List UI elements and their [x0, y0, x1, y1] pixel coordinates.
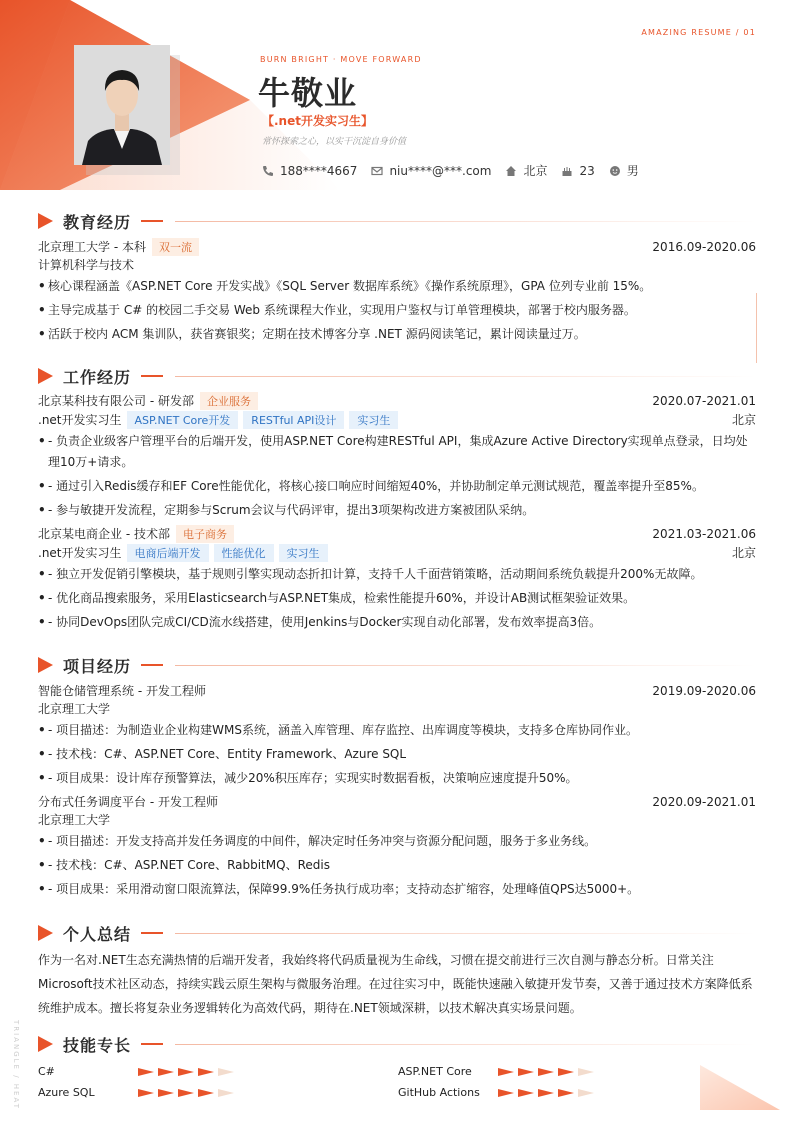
list-item: • - 技术栈：C#、ASP.NET Core、Entity Framework、Azure SQL — [38, 744, 756, 765]
summary-text: 作为一名对.NET生态充满热情的后端开发者，我始终将代码质量视为生命线，习惯在提交前进行三次自测与静态分析。日常关注Microsoft技术社区动态，持续实践云原生架构与微服务治理。在过往实习中，既能快速融入敏捷开发节奏，又善于通过技术方案降低系统维护成本。擅长将复杂业务逻辑转化为高效代码，期待在.NET领域深耕，以技术解决真实场景问题。 — [38, 953, 753, 1015]
project-org: 北京理工大学 — [38, 813, 111, 827]
position: .net开发实习生 — [38, 413, 122, 427]
home-icon — [505, 165, 517, 177]
section-header — [38, 654, 756, 676]
work-position-row — [38, 543, 756, 562]
company-name: 北京某科技有限公司 - 研发部 — [38, 394, 194, 408]
section-title: 项目经历 — [63, 656, 132, 676]
summary-section — [38, 922, 756, 1020]
work-bullets — [38, 431, 756, 521]
skill-tag: 电商后端开发 — [127, 544, 209, 562]
company-name: 北京某电商企业 - 技术部 — [38, 527, 170, 541]
work-location: 北京 — [731, 546, 756, 560]
work-date: 2021.03-2021.06 — [652, 526, 756, 541]
list-item: • - 参与敏捷开发流程，定期参与Scrum会议与代码评审，提出3项架构改进方案被团队采纳。 — [38, 500, 756, 521]
project-bullets — [38, 831, 756, 900]
contact-phone — [262, 164, 357, 178]
gender-value: 男 — [626, 164, 639, 178]
list-item: • 核心课程涵盖《ASP.NET Core 开发实战》《SQL Server 数据库系统》《操作系统原理》，GPA 位列专业前 15%。 — [38, 276, 756, 297]
section-title: 教育经历 — [63, 212, 132, 232]
work-position-row — [38, 410, 756, 429]
project-bullets — [38, 720, 756, 789]
education-bullets — [38, 276, 756, 345]
section-dash — [141, 664, 163, 666]
skill-item — [398, 1084, 756, 1101]
work-entry-header — [38, 524, 756, 543]
skill-level-filled-icon — [138, 1068, 154, 1076]
cake-icon — [561, 165, 573, 177]
skills-grid — [38, 1063, 756, 1101]
work-section — [38, 365, 756, 636]
list-item: • - 项目描述：开发支持高并发任务调度的中间件，解决定时任务冲突与资源分配问题，服务于多业务线。 — [38, 831, 756, 852]
work-entry-header — [38, 391, 756, 410]
skill-level-empty-icon — [218, 1089, 234, 1097]
skill-level-filled-icon — [138, 1089, 154, 1097]
skill-tag: 实习生 — [349, 411, 398, 429]
candidate-name: 牛敬业 — [258, 74, 358, 112]
triangle-icon — [38, 925, 53, 941]
contact-bar — [262, 162, 653, 179]
skill-tag: ASP.NET Core开发 — [127, 411, 239, 429]
avatar — [74, 45, 170, 165]
education-date: 2016.09-2020.06 — [652, 239, 756, 254]
skill-level-filled-icon — [178, 1068, 194, 1076]
phone-value: 188****4667 — [280, 163, 358, 178]
projects-section — [38, 654, 756, 903]
skill-level-filled-icon — [178, 1089, 194, 1097]
skill-tag: RESTful API设计 — [243, 411, 344, 429]
contact-gender — [609, 162, 639, 179]
section-title: 技能专长 — [63, 1035, 132, 1055]
skill-item — [398, 1063, 756, 1080]
person-icon — [609, 165, 621, 177]
skill-level-filled-icon — [538, 1068, 554, 1076]
list-item: • - 独立开发促销引擎模块，基于规则引擎实现动态折扣计算，支持千人千面营销策略，活动期间系统负载提升200%无故障。 — [38, 564, 756, 585]
list-item: • - 协同DevOps团队完成CI/CD流水线搭建，使用Jenkins与Docker实现自动化部署，发布效率提高3倍。 — [38, 612, 756, 633]
age-value: 23 — [579, 163, 595, 178]
list-item: • - 技术栈：C#、ASP.NET Core、RabbitMQ、Redis — [38, 855, 756, 876]
contact-email — [371, 164, 491, 178]
skill-name: ASP.NET Core — [398, 1065, 472, 1078]
section-dash — [141, 1043, 163, 1045]
section-dash — [141, 932, 163, 934]
section-dash — [141, 375, 163, 377]
contact-city — [505, 162, 547, 179]
industry-badge: 电子商务 — [176, 525, 234, 543]
triangle-icon — [38, 1036, 53, 1052]
skill-level-filled-icon — [198, 1068, 214, 1076]
skill-level-filled-icon — [498, 1068, 514, 1076]
skill-item — [38, 1084, 398, 1101]
education-entry-header — [38, 237, 756, 256]
side-watermark-text: TRIANGLE / HEAT — [12, 1020, 20, 1110]
email-value: niu****@***.com — [389, 163, 492, 178]
mail-icon — [371, 165, 383, 177]
skill-item — [38, 1063, 398, 1080]
skill-name: C# — [38, 1065, 55, 1078]
triangle-icon — [38, 368, 53, 384]
list-item: • - 负责企业级客户管理平台的后端开发，使用ASP.NET Core构建RESTful API，集成Azure Active Directory实现单点登录，日均处理10万+请求。 — [38, 431, 756, 473]
skill-level-filled-icon — [518, 1068, 534, 1076]
skill-level-filled-icon — [198, 1089, 214, 1097]
skill-level-filled-icon — [518, 1089, 534, 1097]
school-badge: 双一流 — [152, 238, 199, 256]
city-value: 北京 — [523, 164, 548, 178]
skill-level-filled-icon — [558, 1068, 574, 1076]
position: .net开发实习生 — [38, 546, 122, 560]
project-name: 智能仓储管理系统 - 开发工程师 — [38, 684, 206, 698]
corner-tag: AMAZING RESUME / 01 — [641, 28, 756, 37]
skill-level-filled-icon — [498, 1089, 514, 1097]
list-item: • - 项目描述：为制造业企业构建WMS系统，涵盖入库管理、库存监控、出库调度等模块，支持多仓库协同作业。 — [38, 720, 756, 741]
project-date: 2020.09-2021.01 — [652, 794, 756, 809]
project-entry-header — [38, 681, 756, 700]
skill-level-filled-icon — [558, 1089, 574, 1097]
skill-level — [138, 1068, 238, 1076]
section-line — [175, 221, 756, 222]
project-date: 2019.09-2020.06 — [652, 683, 756, 698]
triangle-icon — [38, 657, 53, 673]
section-header — [38, 1033, 756, 1055]
industry-badge: 企业服务 — [200, 392, 258, 410]
job-title: 【.net开发实习生】 — [262, 114, 373, 128]
section-header — [38, 365, 756, 387]
project-name: 分布式任务调度平台 - 开发工程师 — [38, 795, 218, 809]
list-item: • - 优化商品搜索服务，采用Elasticsearch与ASP.NET集成，检索性能提升60%，并设计AB测试框架验证效果。 — [38, 588, 756, 609]
motto: BURN BRIGHT · MOVE FORWARD — [260, 55, 422, 64]
skill-level — [138, 1089, 238, 1097]
skill-level-filled-icon — [158, 1068, 174, 1076]
skill-level — [498, 1068, 598, 1076]
education-right-rule — [756, 293, 757, 363]
section-line — [175, 1044, 756, 1045]
triangle-icon — [38, 213, 53, 229]
list-item: • 主导完成基于 C# 的校园二手交易 Web 系统课程大作业，实现用户鉴权与订单管理模块，部署于校内服务器。 — [38, 300, 756, 321]
section-header — [38, 210, 756, 232]
list-item: • - 通过引入Redis缓存和EF Core性能优化，将核心接口响应时间缩短40%，并协助制定单元测试规范，覆盖率提升至85%。 — [38, 476, 756, 497]
section-title: 工作经历 — [63, 367, 132, 387]
skill-level-filled-icon — [538, 1089, 554, 1097]
contact-age — [561, 164, 594, 178]
list-item: • - 项目成果：采用滑动窗口限流算法，保障99.9%任务执行成功率；支持动态扩缩容，处理峰值QPS达5000+。 — [38, 879, 756, 900]
skill-tag: 性能优化 — [214, 544, 274, 562]
section-line — [175, 376, 756, 377]
list-item: • - 项目成果：设计库存预警算法，减少20%积压库存；实现实时数据看板，决策响应速度提升50%。 — [38, 768, 756, 789]
skill-tag: 实习生 — [279, 544, 328, 562]
section-dash — [141, 220, 163, 222]
project-org: 北京理工大学 — [38, 702, 111, 716]
work-bullets — [38, 564, 756, 633]
slogan: 常怀探索之心，以实干沉淀自身价值 — [262, 137, 407, 147]
list-item: • 活跃于校内 ACM 集训队，获省赛银奖；定期在技术博客分享 .NET 源码阅读笔记，累计阅读量过万。 — [38, 324, 756, 345]
phone-icon — [262, 165, 274, 177]
skill-level-empty-icon — [218, 1068, 234, 1076]
work-location: 北京 — [731, 413, 756, 427]
work-date: 2020.07-2021.01 — [652, 393, 756, 408]
skill-level-empty-icon — [578, 1068, 594, 1076]
skill-level-empty-icon — [578, 1089, 594, 1097]
skill-level — [498, 1089, 598, 1097]
skill-name: GitHub Actions — [398, 1086, 480, 1099]
section-header — [38, 922, 756, 944]
section-line — [175, 665, 756, 666]
school-name: 北京理工大学 - 本科 — [38, 240, 146, 254]
skill-name: Azure SQL — [38, 1086, 95, 1099]
section-line — [175, 933, 756, 934]
skill-level-filled-icon — [158, 1089, 174, 1097]
skills-section — [38, 1033, 756, 1101]
education-section — [38, 210, 756, 348]
major: 计算机科学与技术 — [38, 258, 135, 272]
section-title: 个人总结 — [63, 924, 132, 944]
project-entry-header — [38, 792, 756, 811]
